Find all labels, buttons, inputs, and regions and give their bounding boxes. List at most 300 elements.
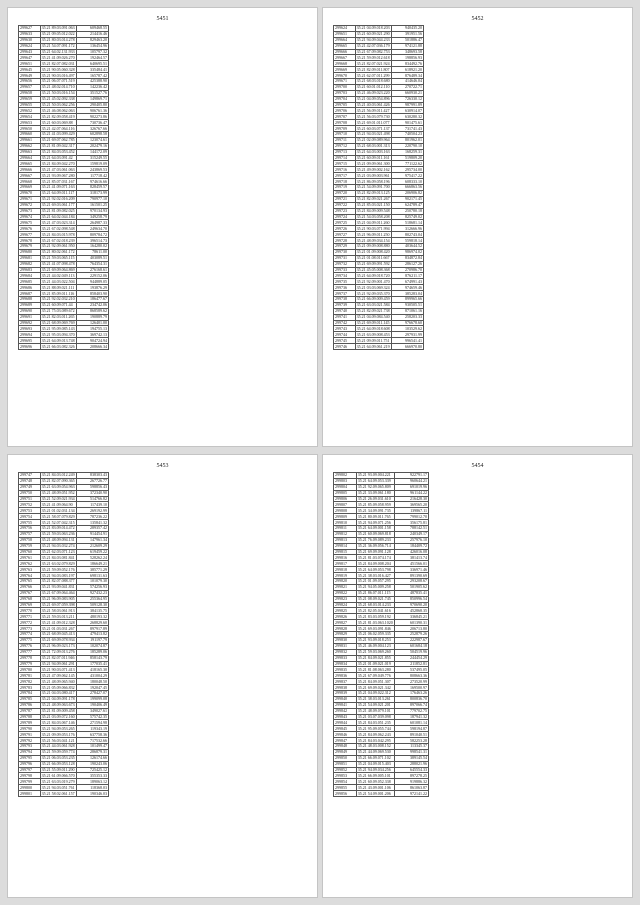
code-cell: 35.21 01.09.057.295 <box>356 579 394 585</box>
code-cell: 35.21 63.03.021.584 <box>356 302 390 308</box>
amount-cell: 972141.22 <box>394 791 428 797</box>
code-cell: 35.21 09.09.008.880 <box>356 243 390 249</box>
row-id-cell: 299668 <box>19 179 41 185</box>
row-id-cell: 299727 <box>334 232 356 238</box>
code-cell: 35.21 60.09.021.290 <box>356 31 390 37</box>
row-id-cell: 299796 <box>19 761 41 767</box>
code-cell: 35.21 41.07.098.478 <box>41 261 75 267</box>
row-id-cell: 299782 <box>19 679 41 685</box>
row-id-cell: 299804 <box>334 484 357 490</box>
code-cell: 35.21 82.09.021.267 <box>356 196 390 202</box>
row-id-cell: 299669 <box>19 185 41 191</box>
code-cell: 35.21 55.09.011.290 <box>41 767 75 772</box>
code-cell: 35.21 01.03.031.267 <box>41 625 75 631</box>
code-cell: 35.21 83.03.059.192 <box>356 614 394 620</box>
row-id-cell: 299742 <box>334 320 356 326</box>
amount-cell: 240349.17 <box>394 531 428 537</box>
row-id-cell: 299838 <box>334 685 357 691</box>
amount-cell: 630914.07 <box>391 108 423 114</box>
amount-cell: 192047.45 <box>76 685 108 691</box>
amount-cell: 105797.32 <box>76 49 108 55</box>
row-id-cell: 299681 <box>19 255 41 261</box>
code-cell: 35.21 92.02.032.210 <box>41 296 75 302</box>
code-cell: 35.21 63.02.079.829 <box>41 560 75 566</box>
code-cell: 35.21 80.09.011.765 <box>356 514 394 520</box>
code-cell: 35.21 03.09.072.160 <box>41 714 75 719</box>
code-cell: 35.21 06.07.071.519 <box>41 78 75 84</box>
row-id-cell: 299633 <box>19 31 41 37</box>
row-id-cell: 299691 <box>19 314 41 320</box>
code-cell: 35.21 69.09.064.869 <box>41 267 75 272</box>
amount-cell: 574256.93 <box>76 584 108 590</box>
row-id-cell: 299750 <box>19 490 41 496</box>
amount-cell: 487835.41 <box>394 590 428 596</box>
amount-cell: 418165.30 <box>76 667 108 673</box>
row-id-cell: 299802 <box>334 473 357 479</box>
row-id-cell: 299718 <box>334 179 356 185</box>
code-cell: 35.21 67.02.098.548 <box>41 225 75 231</box>
row-id-cell: 299649 <box>19 73 41 79</box>
row-id-cell: 299831 <box>334 643 357 649</box>
code-cell: 35.21 84.09.042.270 <box>41 160 75 166</box>
row-id-cell: 299670 <box>334 73 356 79</box>
row-id-cell: 299811 <box>334 526 357 532</box>
code-cell: 35.21 94.03.083.197 <box>41 572 75 578</box>
code-cell: 35.21 46.09.023.220 <box>356 90 390 96</box>
amount-cell: 901475.61 <box>391 120 423 126</box>
row-id-cell: 299724 <box>334 214 356 220</box>
amount-cell: 906761.36 <box>76 108 108 114</box>
code-cell: 35.21 69.03.061.177 <box>41 202 75 208</box>
amount-cell: 582253.28 <box>394 738 428 744</box>
code-cell: 35.21 09.05.012.022 <box>41 31 75 37</box>
row-id-cell: 299667 <box>19 173 41 179</box>
amount-cell: 336845.21 <box>394 614 428 620</box>
amount-cell: 987991.89 <box>391 102 423 108</box>
code-cell: 35.21 67.02.018.239 <box>41 237 75 243</box>
row-id-cell: 299728 <box>334 238 356 244</box>
amount-cell: 850996.54 <box>394 596 428 602</box>
code-cell: 35.21 90.03.071.413 <box>41 666 75 672</box>
code-cell: 35.21 94.09.061.291 <box>41 661 75 666</box>
row-id-cell: 299655 <box>19 102 41 108</box>
code-cell: 35.21 48.09.034.154 <box>356 237 390 243</box>
code-cell: 35.21 94.03.051.761 <box>41 784 75 790</box>
code-cell: 35.21 06.03.053.235 <box>41 755 75 761</box>
code-cell: 35.21 90.03.071.994 <box>356 225 390 231</box>
row-id-cell: 299673 <box>19 208 41 214</box>
row-id-cell: 299624 <box>19 43 41 49</box>
code-cell: 35.21 64.09.001.158 <box>356 526 394 532</box>
row-id-cell: 299833 <box>334 655 357 661</box>
amount-cell: 381413.74 <box>394 555 428 561</box>
code-cell: 35.21 47.09.062.145 <box>41 672 75 678</box>
amount-cell: 897917.89 <box>76 626 108 632</box>
code-cell: 35.21 84.03.081.841 <box>41 554 75 560</box>
amount-cell: 220790.10 <box>391 143 423 149</box>
row-id-cell: 299709 <box>334 126 356 132</box>
row-id-cell: 299772 <box>19 620 41 626</box>
code-cell: 35.21 63.09.008.453 <box>356 331 390 337</box>
code-cell: 35.21 02.09.089.964 <box>356 137 390 143</box>
code-cell: 35.21 82.09.058.419 <box>41 113 75 119</box>
row-id-cell: 299627 <box>19 26 41 32</box>
row-id-cell: 299837 <box>334 679 357 685</box>
row-id-cell: 299726 <box>334 226 356 232</box>
amount-cell: 601390.31 <box>394 620 428 626</box>
code-cell: 35.21 04.09.018.203 <box>356 25 390 31</box>
row-id-cell: 299751 <box>19 496 41 502</box>
amount-cell: 189063.12 <box>76 779 108 785</box>
amount-cell: 289357.42 <box>76 526 108 532</box>
amount-cell: 426016.08 <box>394 549 428 555</box>
code-cell: 35.21 59.03.065.115 <box>41 255 75 261</box>
code-cell: 35.21 85.09.058.959 <box>356 502 394 508</box>
amount-cell: 336971.46 <box>394 567 428 573</box>
row-id-cell: 299688 <box>19 296 41 302</box>
amount-cell: 212609.29 <box>76 543 108 549</box>
row-id-cell: 299757 <box>19 531 41 537</box>
row-id-cell: 299777 <box>19 649 41 655</box>
row-id-cell: 299797 <box>19 767 41 773</box>
code-cell: 35.21 41.09.026.270 <box>41 54 75 60</box>
amount-cell: 630280.32 <box>391 114 423 120</box>
code-cell: 35.21 59.09.059.774 <box>41 749 75 755</box>
row-id-cell: 299654 <box>19 114 41 120</box>
amount-cell: 194755.13 <box>76 326 108 332</box>
row-id-cell: 299645 <box>19 67 41 73</box>
amount-cell: 385771.29 <box>76 567 108 573</box>
amount-cell: 177035.41 <box>76 661 108 667</box>
row-id-cell: 299686 <box>19 285 41 291</box>
amount-cell: 389145.54 <box>394 755 428 761</box>
amount-cell: 144172.09 <box>76 149 108 155</box>
code-cell: 35.21 04.03.080.417 <box>41 690 75 696</box>
code-cell: 35.21 04.09.091.178 <box>41 696 75 702</box>
code-cell: 35.21 69.09.091.128 <box>356 549 394 555</box>
amount-cell: 268829.60 <box>76 620 108 626</box>
amount-cell: 537495.05 <box>394 667 428 673</box>
amount-cell: 208666.34 <box>76 344 108 350</box>
row-id-cell: 299790 <box>19 726 41 732</box>
code-cell: 35.21 60.09.071.44 <box>40 302 76 308</box>
code-cell: 35.21 67.09.082.753 <box>356 49 390 54</box>
row-id-cell: 299851 <box>334 761 357 767</box>
amount-cell: 216428.30 <box>394 496 428 502</box>
code-cell: 35.21 94.03.021.498 <box>356 131 390 137</box>
amount-cell: 891390.69 <box>394 573 428 579</box>
row-id-cell: 299807 <box>334 502 357 508</box>
amount-cell: 730736.47 <box>76 120 108 126</box>
code-cell: 35.21 48.03.008.152 <box>356 743 394 749</box>
code-cell: 35.21 67.09.064.464 <box>41 590 75 596</box>
row-id-cell: 299843 <box>334 714 357 720</box>
row-id-cell: 299786 <box>19 702 41 708</box>
row-id-cell: 299738 <box>334 296 356 302</box>
row-id-cell: 299723 <box>334 208 356 214</box>
row-id-cell: 299813 <box>334 537 357 543</box>
amount-cell: 185289.06 <box>76 649 108 655</box>
amount-cell: 372340.90 <box>76 490 108 496</box>
code-cell: 35.21 96.09.083.905 <box>41 596 75 602</box>
code-cell: 35.21 84.09.008.204 <box>356 561 394 567</box>
code-cell: 35.21 84.09.051.307 <box>356 679 394 685</box>
row-id-cell: 299748 <box>19 478 41 484</box>
code-cell: 35.21 52.09.021.934 <box>41 496 75 501</box>
row-id-cell: 299677 <box>19 232 41 238</box>
amount-cell: 326767.66 <box>76 126 108 132</box>
row-id-cell: 299659 <box>19 96 41 102</box>
code-cell: 35.21 69.09.078.934 <box>41 637 75 643</box>
amount-cell: 871061.16 <box>391 308 423 314</box>
amount-cell: 202479.16 <box>76 143 108 149</box>
document-page <box>323 455 632 897</box>
code-cell: 35.21 59.09.012.618 <box>356 54 390 60</box>
amount-cell: 356175.81 <box>394 520 428 526</box>
row-id-cell: 299680 <box>19 249 41 255</box>
row-id-cell: 299713 <box>334 149 356 155</box>
row-id-cell: 299841 <box>334 702 357 708</box>
row-id-cell: 299814 <box>334 543 357 549</box>
amount-cell: 608333.10 <box>391 179 423 185</box>
code-cell: 35.21 84.03.042.295 <box>356 738 394 744</box>
code-cell: 35.21 58.03.061.913 <box>41 607 75 613</box>
row-id-cell: 299845 <box>334 726 357 732</box>
row-id-cell: 299792 <box>19 738 41 744</box>
row-id-cell: 299630 <box>19 37 41 43</box>
row-id-cell: 299708 <box>334 120 356 126</box>
row-id-cell: 299671 <box>334 79 356 85</box>
code-cell: 35.21 66.09.005.101 <box>356 773 394 779</box>
amount-cell: 904724.94 <box>76 338 108 344</box>
code-cell: 35.21 50.03.016.154 <box>41 90 75 96</box>
amount-cell: 825749.02 <box>391 214 423 220</box>
amount-cell: 960644.21 <box>394 478 428 484</box>
code-cell: 35.21 82.07.011.946 <box>41 655 75 661</box>
code-cell: 35.21 89.03.091.063 <box>41 25 75 31</box>
amount-cell: 970690.20 <box>394 602 428 608</box>
code-cell: 35.21 04.09.084.540 <box>356 314 390 320</box>
code-cell: 35.21 54.09.021.201 <box>356 702 394 708</box>
table-row <box>334 344 424 350</box>
data-table <box>18 25 109 350</box>
row-id-cell: 299665 <box>334 43 356 49</box>
amount-cell: 184409.72 <box>394 543 428 549</box>
code-cell: 35.21 95.03.094.370 <box>41 331 75 337</box>
amount-cell: 834872.84 <box>391 255 423 261</box>
row-id-cell: 299755 <box>19 520 41 526</box>
row-id-cell: 299651 <box>334 31 356 37</box>
row-id-cell: 299689 <box>19 302 41 308</box>
amount-cell: 193876.29 <box>76 285 108 291</box>
row-id-cell: 299671 <box>19 196 41 202</box>
amount-cell: 902171.45 <box>391 196 423 202</box>
row-id-cell: 299653 <box>19 120 41 126</box>
amount-cell: 451566.01 <box>394 561 428 567</box>
row-id-cell: 299778 <box>19 655 41 661</box>
row-id-cell: 299664 <box>19 155 41 161</box>
amount-cell: 103529.62 <box>391 326 423 332</box>
amount-cell: 252879.26 <box>394 632 428 638</box>
row-id-cell: 299624 <box>334 26 356 32</box>
code-cell: 35.21 56.03.041.121 <box>41 737 75 743</box>
code-cell: 35.21 03.07.039.098 <box>356 714 394 720</box>
amount-cell: 974121.88 <box>391 43 423 49</box>
amount-cell: 504519.96 <box>394 649 428 655</box>
amount-cell: 509128.30 <box>76 602 108 608</box>
row-id-cell: 299647 <box>19 55 41 61</box>
amount-cell: 199099.08 <box>76 696 108 702</box>
row-id-cell: 299714 <box>334 155 356 161</box>
amount-cell: 602898.58 <box>76 132 108 138</box>
row-id-cell: 299674 <box>19 214 41 220</box>
amount-cell: 142236.42 <box>76 84 108 90</box>
amount-cell: 187941.32 <box>394 714 428 720</box>
row-id-cell: 299715 <box>334 161 356 167</box>
amount-cell: 637758.36 <box>76 732 108 738</box>
amount-cell: 858403.90 <box>76 291 108 297</box>
amount-cell: 369742.13 <box>76 332 108 338</box>
amount-cell: 986974.02 <box>391 249 423 255</box>
amount-cell: 598856.43 <box>76 484 108 490</box>
row-id-cell: 299826 <box>334 614 357 620</box>
amount-cell: 666970.80 <box>391 344 423 350</box>
amount-cell: 136454.96 <box>76 43 108 49</box>
code-cell: 35.21 92.02.016.209 <box>41 196 75 202</box>
amount-cell: 119343.19 <box>76 726 108 732</box>
row-id-cell: 299695 <box>19 338 41 344</box>
row-id-cell: 299840 <box>334 696 357 702</box>
amount-cell: 717532.66 <box>76 738 108 744</box>
code-cell: 35.21 09.09.061.300 <box>356 160 390 166</box>
row-id-cell: 299787 <box>19 708 41 714</box>
amount-cell: 899965.66 <box>391 296 423 302</box>
row-id-cell: 299682 <box>19 261 41 267</box>
amount-cell: 974616.66 <box>76 179 108 185</box>
row-id-cell: 299692 <box>19 320 41 326</box>
row-id-cell: 299776 <box>19 643 41 649</box>
amount-cell: 186477.67 <box>76 296 108 302</box>
amount-cell: 102074.87 <box>76 643 108 649</box>
code-cell: 35.21 93.09.018.253 <box>356 637 394 643</box>
amount-cell: 790977.10 <box>76 196 108 202</box>
amount-cell: 312666.96 <box>391 226 423 232</box>
code-cell: 35.21 68.03.014.233 <box>356 602 394 608</box>
code-cell: 35.21 01.09.021.019 <box>356 661 394 667</box>
row-id-cell: 299779 <box>19 661 41 667</box>
code-cell: 35.21 64.09.018.608 <box>356 325 390 331</box>
row-id-cell: 299687 <box>19 291 41 297</box>
amount-cell: 809784.72 <box>76 232 108 238</box>
amount-cell: 897066.74 <box>394 702 428 708</box>
code-cell: 35.21 43.09.001.106 <box>356 785 394 791</box>
code-cell: 35.21 48.02.014.710 <box>41 84 75 90</box>
amount-cell: 190889.79 <box>76 314 108 320</box>
amount-cell: 117718.42 <box>76 173 108 179</box>
code-cell: 35.21 48.09.051.952 <box>41 490 75 496</box>
code-cell: 35.21 62.07.011.299 <box>356 72 390 78</box>
amount-cell: 619459.22 <box>76 549 108 555</box>
code-cell: 35.21 46.08.062.063 <box>41 107 75 113</box>
code-cell: 35.21 60.01.012.110 <box>356 84 390 90</box>
amount-cell: 403089.51 <box>76 255 108 261</box>
table-row <box>19 344 109 350</box>
code-cell: 35.21 69.09.011.145 <box>356 320 390 325</box>
amount-cell: 944889.05 <box>76 279 108 285</box>
amount-cell: 976678.60 <box>391 320 423 326</box>
amount-cell: 270722.71 <box>391 84 423 90</box>
code-cell: 35.21 81.09.082.025 <box>41 208 75 214</box>
amount-cell: 480193.32 <box>76 614 108 620</box>
amount-cell: 101499.47 <box>76 743 108 749</box>
code-cell: 35.21 48.09.094.131 <box>41 537 75 543</box>
row-id-cell: 299658 <box>19 90 41 96</box>
row-id-cell: 299741 <box>334 314 356 320</box>
code-cell: 35.21 92.09.061.950 <box>41 243 75 249</box>
row-id-cell: 299820 <box>334 579 357 585</box>
amount-cell: 293208.67 <box>394 579 428 585</box>
amount-cell: 315249.55 <box>76 155 108 161</box>
amount-cell: 645554.33 <box>394 767 428 773</box>
row-id-cell: 299780 <box>19 667 41 673</box>
code-cell: 35.21 64.03.003.163 <box>356 149 390 155</box>
code-cell: 35.21 60.03.071.137 <box>356 125 390 131</box>
row-id-cell: 299652 <box>19 108 41 114</box>
amount-cell: 222987.67 <box>394 637 428 643</box>
amount-cell: 318173.99 <box>76 190 108 196</box>
amount-cell: 126174.66 <box>76 755 108 761</box>
row-id-cell: 299846 <box>334 732 357 738</box>
row-id-cell: 299746 <box>334 344 356 350</box>
code-cell: 35.21 80.03.014.278 <box>41 37 75 43</box>
row-id-cell: 299660 <box>19 132 41 138</box>
row-id-cell: 299764 <box>19 573 41 579</box>
amount-cell: 276168.61 <box>76 267 108 273</box>
amount-cell: 930505.51 <box>391 302 423 308</box>
code-cell: 35.21 38.03.016.427 <box>356 573 394 579</box>
code-cell: 35.21 72.09.013.276 <box>41 649 75 655</box>
amount-cell: 229152.06 <box>76 273 108 279</box>
amount-cell: 396514.73 <box>76 238 108 244</box>
amount-cell: 618921.20 <box>391 67 423 73</box>
code-cell: 35.21 01.08.011.667 <box>356 255 390 261</box>
amount-cell: 214416.46 <box>76 31 108 37</box>
code-cell: 35.21 47.03.023.314 <box>41 219 75 225</box>
row-id-cell: 299795 <box>19 755 41 761</box>
code-cell: 35.21 48.09.063.673 <box>41 702 75 708</box>
code-cell: 35.21 60.09.052.338 <box>356 779 394 785</box>
row-id-cell: 299643 <box>19 49 41 55</box>
row-id-cell: 299739 <box>334 302 356 308</box>
row-id-cell: 299818 <box>334 567 357 573</box>
code-cell: 35.21 96.09.023.173 <box>41 643 75 649</box>
amount-cell: 190346.03 <box>76 791 108 797</box>
amount-cell: 726330.12 <box>391 96 423 102</box>
code-cell: 35.21 94.05.009.258 <box>356 584 394 590</box>
code-cell: 35.21 04.09.015.403 <box>356 761 394 767</box>
code-cell: 35.21 64.03.091.42 <box>40 155 76 161</box>
code-cell: 35.21 64.02.044.184 <box>41 214 75 219</box>
row-id-cell: 299821 <box>334 584 357 590</box>
row-id-cell: 299828 <box>334 626 357 632</box>
amount-cell: 147961.34 <box>76 537 108 543</box>
amount-cell: 250780.18 <box>391 208 423 214</box>
amount-cell: 914454.91 <box>76 531 108 537</box>
code-cell: 35.21 59.03.013.211 <box>41 613 75 619</box>
amount-cell: 198856.93 <box>391 55 423 61</box>
row-id-cell: 299744 <box>334 332 356 338</box>
amount-cell: 601081.14 <box>394 720 428 726</box>
